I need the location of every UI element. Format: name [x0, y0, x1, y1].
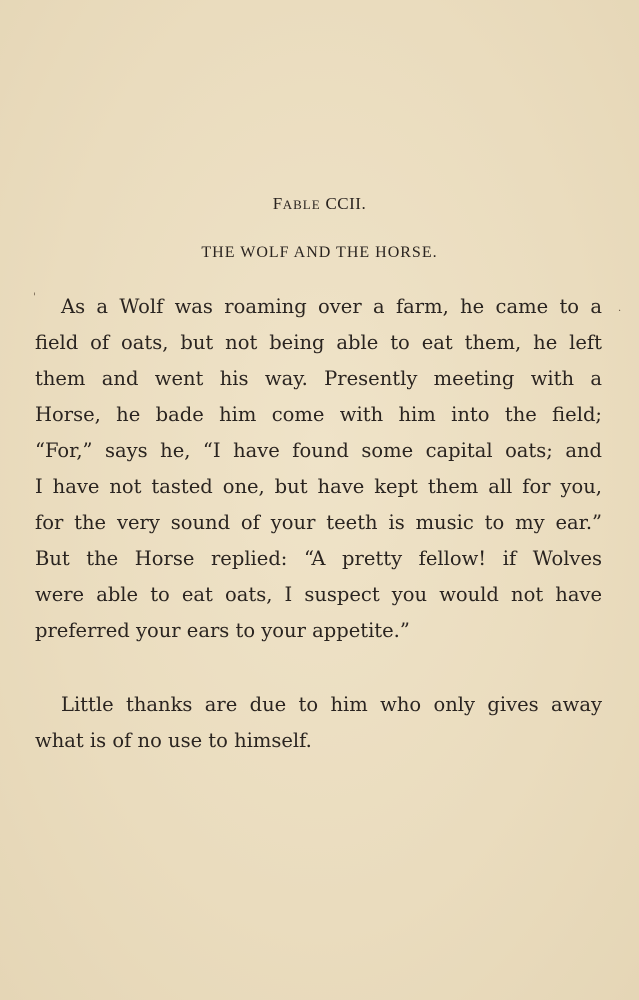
margin-mark-right: ·	[618, 306, 622, 317]
fable-line: field of oats, but not being able to eat them, he left	[35, 331, 602, 354]
margin-mark-left: '	[33, 292, 36, 303]
fable-line: for the very sound of your teeth is music to my ear.”	[35, 511, 602, 534]
fable-line: Horse, he bade him come with him into the field;	[35, 403, 602, 426]
moral-line: what is of no use to himself.	[35, 729, 312, 752]
fable-line: preferred your ears to your appetite.”	[35, 619, 410, 642]
fable-numeral: CCII.	[325, 194, 367, 213]
fable-prefix-initial: F	[272, 194, 283, 213]
fable-line: But the Horse replied: “A pretty fellow! if Wolves	[35, 547, 602, 570]
fable-moral	[35, 687, 602, 759]
fable-line: were able to eat oats, I suspect you would not have	[35, 583, 602, 606]
moral-line: Little thanks are due to him who only gives away	[61, 693, 602, 716]
fable-title: THE WOLF AND THE HORSE.	[201, 244, 438, 261]
fable-body	[35, 289, 602, 649]
fable-line: “For,” says he, “I have found some capital oats; and	[35, 439, 602, 462]
fable-line: As a Wolf was roaming over a farm, he came to a	[61, 295, 602, 318]
fable-number	[0, 194, 639, 214]
fable-prefix-rest: ABLE	[282, 197, 321, 212]
fable-line: them and went his way. Presently meeting with a	[35, 367, 602, 390]
fable-line: I have not tasted one, but have kept them all for you,	[35, 475, 602, 498]
